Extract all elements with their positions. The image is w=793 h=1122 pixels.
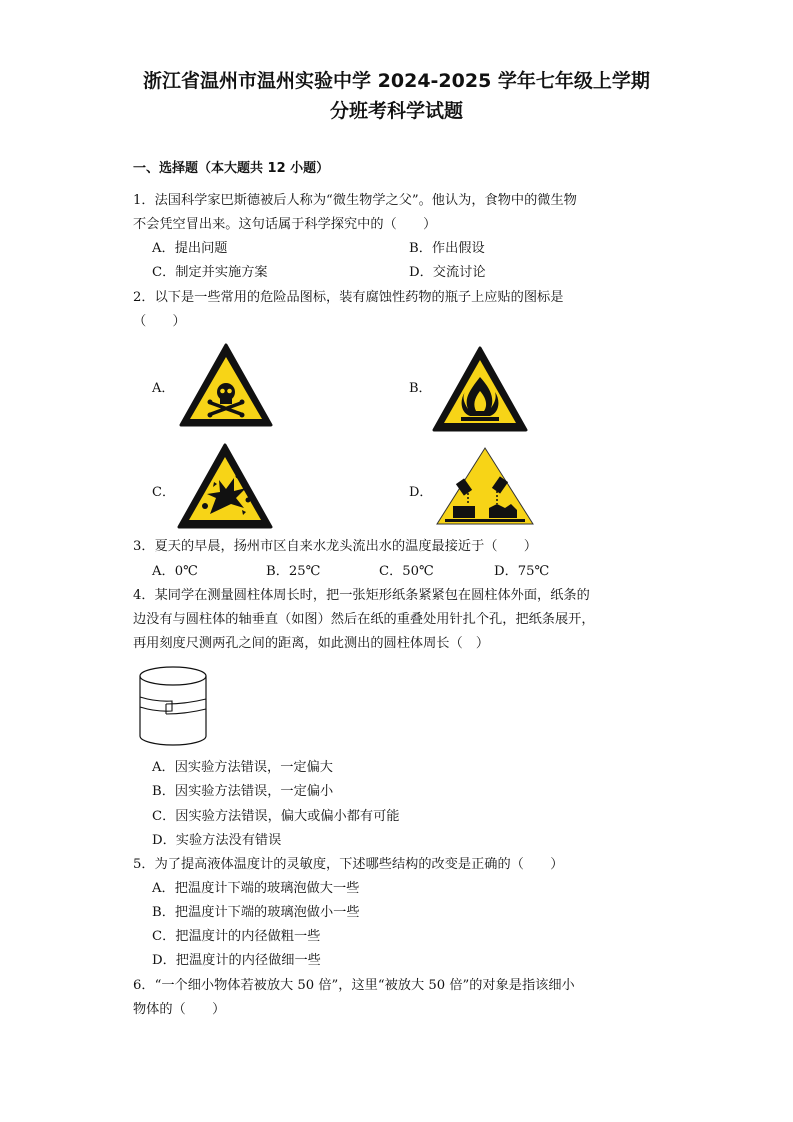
q5-option-c: C．把温度计的内径做粗一些 — [152, 929, 321, 944]
q1-option-c: C．制定并实施方案 — [152, 265, 268, 280]
q3-option-a: A．0℃ — [152, 564, 198, 579]
q3-option-b: B．25℃ — [266, 564, 321, 579]
q2-stem-line2: （ ） — [133, 314, 186, 329]
q3-option-c: C．50℃ — [379, 564, 434, 579]
q2-option-a: A． — [152, 381, 175, 396]
flame-icon — [431, 345, 529, 433]
q1-option-b: B．作出假设 — [409, 241, 485, 256]
q5-option-a: A．把温度计下端的玻璃泡做大一些 — [152, 881, 360, 896]
q4-option-c: C．因实验方法错误，偏大或偏小都有可能 — [152, 809, 400, 824]
q3-option-d: D．75℃ — [494, 564, 550, 579]
q5-option-d: D．把温度计的内径做细一些 — [152, 953, 321, 968]
q4-stem-line1: 4．某同学在测量圆柱体周长时，把一张矩形纸条紧紧包在圆柱体外面，纸条的 — [133, 588, 590, 603]
q4-option-a: A．因实验方法错误，一定偏大 — [152, 760, 333, 775]
page-title-line2: 分班考科学试题 — [329, 100, 463, 122]
q2-option-c: C． — [152, 485, 175, 500]
page-title-line1: 浙江省温州市温州实验中学 2024-2025 学年七年级上学期 — [143, 70, 650, 92]
q5-stem: 5．为了提高液体温度计的灵敏度，下述哪些结构的改变是正确的（ ） — [133, 857, 564, 872]
q4-stem-line2: 边没有与圆柱体的轴垂直（如图）然后在纸的重叠处用针扎个孔，把纸条展开， — [133, 612, 595, 627]
q1-option-a: A．提出问题 — [152, 241, 228, 256]
section-heading: 一、选择题（本大题共 12 小题） — [133, 161, 330, 176]
corrosive-icon — [435, 446, 535, 526]
cylinder-diagram — [136, 664, 212, 750]
q2-option-b: B． — [409, 381, 432, 396]
q2-stem-line1: 2．以下是一些常用的危险品图标，装有腐蚀性药物的瓶子上应贴的图标是 — [133, 290, 564, 305]
q4-stem-line3: 再用刻度尺测两孔之间的距离，如此测出的圆柱体周长（ ） — [133, 636, 490, 651]
q1-option-d: D．交流讨论 — [409, 265, 486, 280]
q5-option-b: B．把温度计下端的玻璃泡做小一些 — [152, 905, 360, 920]
q2-option-d: D． — [409, 485, 433, 500]
q6-stem-line1: 6．“一个细小物体若被放大 50 倍”，这里“被放大 50 倍”的对象是指该细小 — [133, 978, 575, 993]
skull-crossbones-icon — [178, 342, 274, 428]
q3-stem: 3．夏天的早晨，扬州市区自来水龙头流出水的温度最接近于（ ） — [133, 539, 538, 554]
q4-option-d: D．实验方法没有错误 — [152, 833, 282, 848]
q6-stem-line2: 物体的（ ） — [133, 1002, 226, 1017]
q4-option-b: B．因实验方法错误，一定偏小 — [152, 784, 334, 799]
q1-stem-line2: 不会凭空冒出来。这句话属于科学探究中的（ ） — [133, 217, 437, 232]
q1-stem-line1: 1．法国科学家巴斯德被后人称为“微生物学之父”。他认为，食物中的微生物 — [133, 193, 577, 208]
explosion-icon — [176, 442, 274, 530]
